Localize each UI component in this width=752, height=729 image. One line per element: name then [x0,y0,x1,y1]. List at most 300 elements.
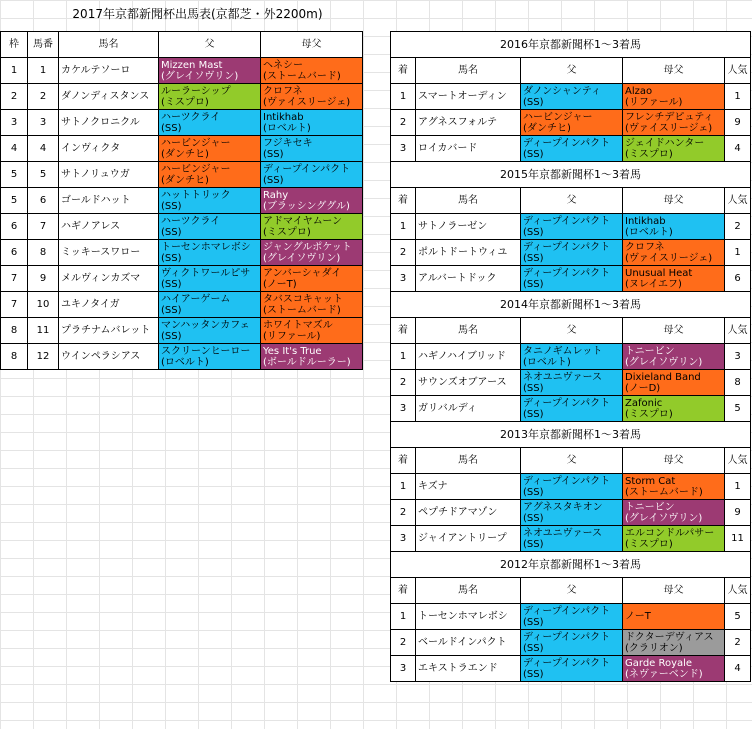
result-horse-name: ロイカバード [416,136,521,162]
entry-bms [261,214,363,240]
result-sire-line2: (SS) [523,278,544,290]
past-result-row [391,474,751,500]
past-section-heading: 2014年京都新聞杯1～3着馬 [391,292,751,318]
entry-bms-line1: Yes It's True [263,345,322,357]
entry-horse-name: ハギノアレス [59,214,159,240]
entry-sire-line2: (ダンチヒ) [161,148,209,160]
entry-sire-line2: (ダンチヒ) [161,174,209,186]
result-bms-line1: Zafonic [625,397,663,409]
entry-row [1,240,363,266]
result-sire [521,110,623,136]
result-sire [521,500,623,526]
past-header-row [391,58,751,84]
entry-bms-line1: フジキセキ [263,137,313,149]
entry-bms [261,58,363,84]
header-name: 馬名 [416,448,521,474]
result-bms-line1: トニービン [625,501,675,513]
result-sire [521,84,623,110]
entry-bms-line2: (ボールドルーラー) [263,356,351,368]
result-horse-name: ハギノハイブリッド [416,344,521,370]
past-section-heading-row [391,552,751,578]
header-sire: 父 [521,188,623,214]
result-popularity: 8 [725,370,751,396]
result-sire-line1: ディープインパクト [523,631,611,643]
past-section-heading-row [391,292,751,318]
entry-bms-line2: (ミスプロ) [263,226,311,238]
header-sire: 父 [521,318,623,344]
result-sire [521,240,623,266]
result-sire-line2: (SS) [523,408,544,420]
result-pos: 1 [391,84,416,110]
entry-umaban: 11 [28,318,59,344]
result-bms-line2: (ロベルト) [625,226,673,238]
entry-bms-line1: ホワイトマズル [263,319,333,331]
past-result-row [391,656,751,682]
result-sire-line1: ディープインパクト [523,241,611,253]
result-sire-line2: (SS) [523,96,544,108]
past-header-row [391,188,751,214]
header-bms: 母父 [623,318,725,344]
entry-sire-line1: ヴィクトワールピサ [161,267,251,279]
entry-waku: 2 [1,84,28,110]
entry-sire-line2: (グレイソヴリン) [161,70,239,82]
result-bms-line1: エルコンドルパサー [625,527,715,539]
entry-bms-line1: タバスコキャット [263,293,343,305]
result-bms [623,370,725,396]
entry-sire [159,214,261,240]
entry-umaban: 2 [28,84,59,110]
header-pop: 人気 [725,318,751,344]
result-bms-line2: (ヴァイスリージェ) [625,252,713,264]
entry-row [1,84,363,110]
entry-sire [159,162,261,188]
entry-row [1,318,363,344]
result-popularity: 2 [725,630,751,656]
result-sire-line1: ディープインパクト [523,397,611,409]
header-pop: 人気 [725,448,751,474]
entry-sire-line1: ルーラーシップ [161,85,231,97]
entry-umaban: 7 [28,214,59,240]
result-sire-line2: (SS) [523,252,544,264]
entry-bms-line1: クロフネ [263,85,303,97]
entry-sire-line2: (ミスプロ) [161,96,209,108]
header-bms: 母父 [623,448,725,474]
header-sire: 父 [521,578,623,604]
entry-bms-line2: (ロベルト) [263,122,311,134]
entry-row [1,188,363,214]
entry-sire-line1: ハットトリック [161,189,231,201]
past-result-row [391,370,751,396]
result-bms-line2: (ヴァイスリージェ) [625,122,713,134]
result-popularity: 4 [725,136,751,162]
result-bms-line1: Garde Royale [625,657,693,669]
result-pos: 2 [391,630,416,656]
page-title: 2017年京都新聞杯出馬表(京都芝・外2200m) [72,7,323,21]
result-pos: 2 [391,370,416,396]
result-popularity: 9 [725,110,751,136]
entry-sire-line1: ハイアーゲーム [161,293,231,305]
entry-sire [159,344,261,370]
entry-horse-name: カケルテソーロ [59,58,159,84]
entry-sire-line2: (SS) [161,122,182,134]
header-sire: 父 [521,58,623,84]
entry-bms [261,110,363,136]
header-pos: 着 [391,448,416,474]
past-result-row [391,396,751,422]
result-popularity: 6 [725,266,751,292]
header-sire: 父 [521,448,623,474]
header-bms: 母父 [623,578,725,604]
past-result-row [391,344,751,370]
entry-sire-line1: マンハッタンカフェ [161,319,250,331]
result-bms-line1: トニービン [625,345,675,357]
result-pos: 2 [391,110,416,136]
entry-waku: 8 [1,344,28,370]
result-horse-name: ジャイアントリープ [416,526,521,552]
entry-horse-name: インヴィクタ [59,136,159,162]
result-horse-name: サウンズオブアース [416,370,521,396]
result-bms-line1: Storm Cat [625,475,676,487]
result-bms-line2: (リファール) [625,96,683,108]
entry-waku: 4 [1,136,28,162]
entry-umaban: 5 [28,162,59,188]
header-pos: 着 [391,318,416,344]
past-section-heading-row [391,422,751,448]
entry-row [1,58,363,84]
result-sire-line1: ハービンジャー [523,111,593,123]
entry-sire [159,136,261,162]
result-sire-line2: (SS) [523,538,544,550]
entry-bms [261,84,363,110]
past-result-row [391,240,751,266]
result-pos: 3 [391,396,416,422]
entry-umaban: 4 [28,136,59,162]
result-horse-name: ペプチドアマゾン [416,500,521,526]
entry-sire [159,318,261,344]
result-bms [623,84,725,110]
entry-row [1,344,363,370]
result-popularity: 2 [725,214,751,240]
entry-waku: 6 [1,214,28,240]
result-popularity: 4 [725,656,751,682]
entry-bms [261,188,363,214]
result-bms-line1: Alzao [625,85,653,97]
entry-sire-line1: スクリーンヒーロー [161,345,251,357]
result-bms-line1: Intikhab [625,215,666,227]
result-bms-line2: (ミスプロ) [625,408,673,420]
result-popularity: 1 [725,240,751,266]
entry-bms-line1: ジャングルポケット [263,241,352,253]
result-sire-line1: ディープインパクト [523,475,611,487]
result-bms-line2: (グレイソヴリン) [625,356,703,368]
result-sire-line1: ディープインパクト [523,267,611,279]
result-horse-name: アルバートドック [416,266,521,292]
entry-bms-line2: (SS) [263,174,284,186]
entry-horse-name: プラチナムバレット [59,318,159,344]
result-bms-line2: (ヌレイエフ) [625,278,682,290]
entry-sire [159,58,261,84]
past-section-heading-row [391,162,751,188]
entry-umaban: 3 [28,110,59,136]
result-bms [623,526,725,552]
result-bms [623,136,725,162]
entry-waku: 3 [1,110,28,136]
result-bms-line2: (ネヴァーベンド) [625,668,703,680]
result-horse-name: ガリバルディ [416,396,521,422]
entry-sire-line2: (SS) [161,226,182,238]
past-result-row [391,630,751,656]
past-result-row [391,136,751,162]
result-sire [521,656,623,682]
entry-horse-name: メルヴィンカズマ [59,266,159,292]
result-sire [521,344,623,370]
result-sire-line2: (SS) [523,382,544,394]
result-bms [623,500,725,526]
entry-horse-name: ミッキースワロー [59,240,159,266]
result-sire [521,474,623,500]
result-popularity: 3 [725,344,751,370]
entry-horse-name: ゴールドハット [59,188,159,214]
past-header-row [391,448,751,474]
entry-bms [261,318,363,344]
result-bms-line2: (ミスプロ) [625,538,673,550]
header-bms: 母父 [623,188,725,214]
result-sire [521,630,623,656]
entry-horse-name: ユキノタイガ [59,292,159,318]
past-result-row [391,500,751,526]
entry-bms-line1: ディープインパクト [263,163,351,175]
entries-table [0,31,363,370]
entry-bms-line1: Intikhab [263,111,304,123]
result-sire-line2: (SS) [523,616,544,628]
result-sire-line1: タニノギムレット [523,345,603,357]
result-popularity: 5 [725,396,751,422]
entry-horse-name: ウインペラシアス [59,344,159,370]
result-horse-name: トーセンホマレボシ [416,604,521,630]
result-horse-name: ポルトドートウィユ [416,240,521,266]
result-popularity: 5 [725,604,751,630]
entry-sire-line2: (SS) [161,200,182,212]
entry-sire [159,240,261,266]
result-horse-name: スマートオーディン [416,84,521,110]
past-result-row [391,84,751,110]
entry-sire [159,84,261,110]
result-pos: 3 [391,656,416,682]
result-popularity: 9 [725,500,751,526]
entry-bms [261,344,363,370]
result-popularity: 1 [725,84,751,110]
past-header-row [391,578,751,604]
entry-bms-line2: (SS) [263,148,284,160]
entry-bms-line2: (ノーT) [263,278,297,290]
result-sire-line2: (SS) [523,226,544,238]
result-pos: 2 [391,240,416,266]
entry-waku: 6 [1,240,28,266]
entry-waku: 1 [1,58,28,84]
entry-bms [261,266,363,292]
entry-umaban: 6 [28,188,59,214]
result-sire-line1: ダノンシャンティ [523,85,602,97]
entry-sire [159,110,261,136]
entry-row [1,110,363,136]
entry-umaban: 10 [28,292,59,318]
past-section-heading: 2016年京都新聞杯1～3着馬 [391,32,751,58]
result-bms [623,656,725,682]
entry-bms [261,240,363,266]
result-bms-line2: (ミスプロ) [625,148,673,160]
entry-row [1,162,363,188]
header-pop: 人気 [725,58,751,84]
result-sire-line2: (SS) [523,642,544,654]
result-sire-line1: ディープインパクト [523,657,611,669]
result-popularity: 11 [725,526,751,552]
result-sire-line2: (SS) [523,668,544,680]
result-pos: 1 [391,604,416,630]
result-bms-line1: フレンチデピュティ [625,111,714,123]
entry-bms-line2: (リファール) [263,330,321,342]
result-horse-name: サトノラーゼン [416,214,521,240]
result-sire [521,214,623,240]
entry-waku: 5 [1,162,28,188]
result-sire-line2: (SS) [523,512,544,524]
result-pos: 1 [391,344,416,370]
result-sire [521,526,623,552]
result-sire-line1: ディープインパクト [523,137,611,149]
result-bms-line2: (グレイソヴリン) [625,512,703,524]
result-bms [623,396,725,422]
result-horse-name: ベールドインパクト [416,630,521,656]
result-bms-line1: Unusual Heat [625,267,693,279]
entry-row [1,214,363,240]
entry-row [1,266,363,292]
result-sire-line1: ネオユニヴァース [523,527,602,539]
result-sire [521,370,623,396]
entry-sire [159,266,261,292]
entry-sire-line1: ハービンジャー [161,163,231,175]
entry-umaban: 12 [28,344,59,370]
header-name: 馬名 [416,188,521,214]
result-pos: 2 [391,500,416,526]
entry-waku: 5 [1,188,28,214]
result-bms [623,110,725,136]
result-pos: 3 [391,526,416,552]
result-pos: 1 [391,474,416,500]
header-umaban: 馬番 [28,32,59,58]
entry-bms-line2: (ブラッシンググル) [263,200,350,212]
entry-bms-line1: アンバーシャダイ [263,267,342,279]
result-sire-line1: ディープインパクト [523,215,611,227]
result-bms-line2: (ノーD) [625,382,661,394]
result-sire-line2: (SS) [523,148,544,160]
entry-bms-line2: (ヴァイスリージェ) [263,96,351,108]
header-pos: 着 [391,58,416,84]
result-bms-line1: ドクターデヴィアス [625,631,714,643]
past-result-row [391,214,751,240]
entries-header-row [1,32,363,58]
past-section-heading: 2012年京都新聞杯1～3着馬 [391,552,751,578]
header-pos: 着 [391,578,416,604]
entry-bms-line1: Rahy [263,189,289,201]
past-section-heading: 2013年京都新聞杯1～3着馬 [391,422,751,448]
result-pos: 3 [391,266,416,292]
past-result-row [391,604,751,630]
result-sire-line2: (ロベルト) [523,356,571,368]
header-name: 馬名 [416,318,521,344]
result-bms [623,630,725,656]
entry-row [1,136,363,162]
past-result-row [391,526,751,552]
result-bms [623,604,725,630]
result-bms [623,474,725,500]
entry-sire-line2: (SS) [161,278,182,290]
entry-bms-line1: アドマイヤムーン [263,215,342,227]
result-sire-line1: アグネスタキオン [523,501,603,513]
entry-waku: 7 [1,266,28,292]
header-sire: 父 [159,32,261,58]
past-result-row [391,110,751,136]
result-bms-line1: Dixieland Band [625,371,701,383]
header-waku: 枠 [1,32,28,58]
result-bms-line2: (ストームバード) [625,486,703,498]
result-sire [521,266,623,292]
entry-umaban: 9 [28,266,59,292]
entry-sire-line2: (SS) [161,304,182,316]
entry-sire-line1: トーセンホマレボシ [161,241,251,253]
result-pos: 3 [391,136,416,162]
result-horse-name: アグネスフォルテ [416,110,521,136]
entry-row [1,292,363,318]
entry-sire [159,292,261,318]
header-name: 馬名 [416,58,521,84]
header-pop: 人気 [725,578,751,604]
result-bms [623,266,725,292]
entry-sire [159,188,261,214]
result-bms [623,214,725,240]
past-result-row [391,266,751,292]
entry-horse-name: サトノリュウガ [59,162,159,188]
result-sire [521,604,623,630]
result-sire [521,136,623,162]
past-section-heading: 2015年京都新聞杯1～3着馬 [391,162,751,188]
entry-bms-line2: (ストームバード) [263,70,341,82]
past-section-heading-row [391,32,751,58]
entry-waku: 7 [1,292,28,318]
entry-sire-line2: (ロベルト) [161,356,209,368]
result-sire-line2: (SS) [523,486,544,498]
entry-bms [261,162,363,188]
entry-bms [261,292,363,318]
header-pop: 人気 [725,188,751,214]
entry-sire-line1: ハーツクライ [161,111,221,123]
result-bms [623,240,725,266]
entry-umaban: 1 [28,58,59,84]
past-results-table [390,31,751,682]
entry-bms-line1: ヘネシー [263,59,303,71]
result-horse-name: キズナ [416,474,521,500]
result-bms-line1: クロフネ [625,241,665,253]
result-bms-line2: (クラリオン) [625,642,683,654]
result-pos: 1 [391,214,416,240]
result-sire [521,396,623,422]
result-bms [623,344,725,370]
header-bms: 母父 [261,32,363,58]
past-header-row [391,318,751,344]
entry-waku: 8 [1,318,28,344]
entry-sire-line2: (SS) [161,252,182,264]
header-bms: 母父 [623,58,725,84]
entry-sire-line1: Mizzen Mast [161,59,223,71]
header-name: 馬名 [416,578,521,604]
